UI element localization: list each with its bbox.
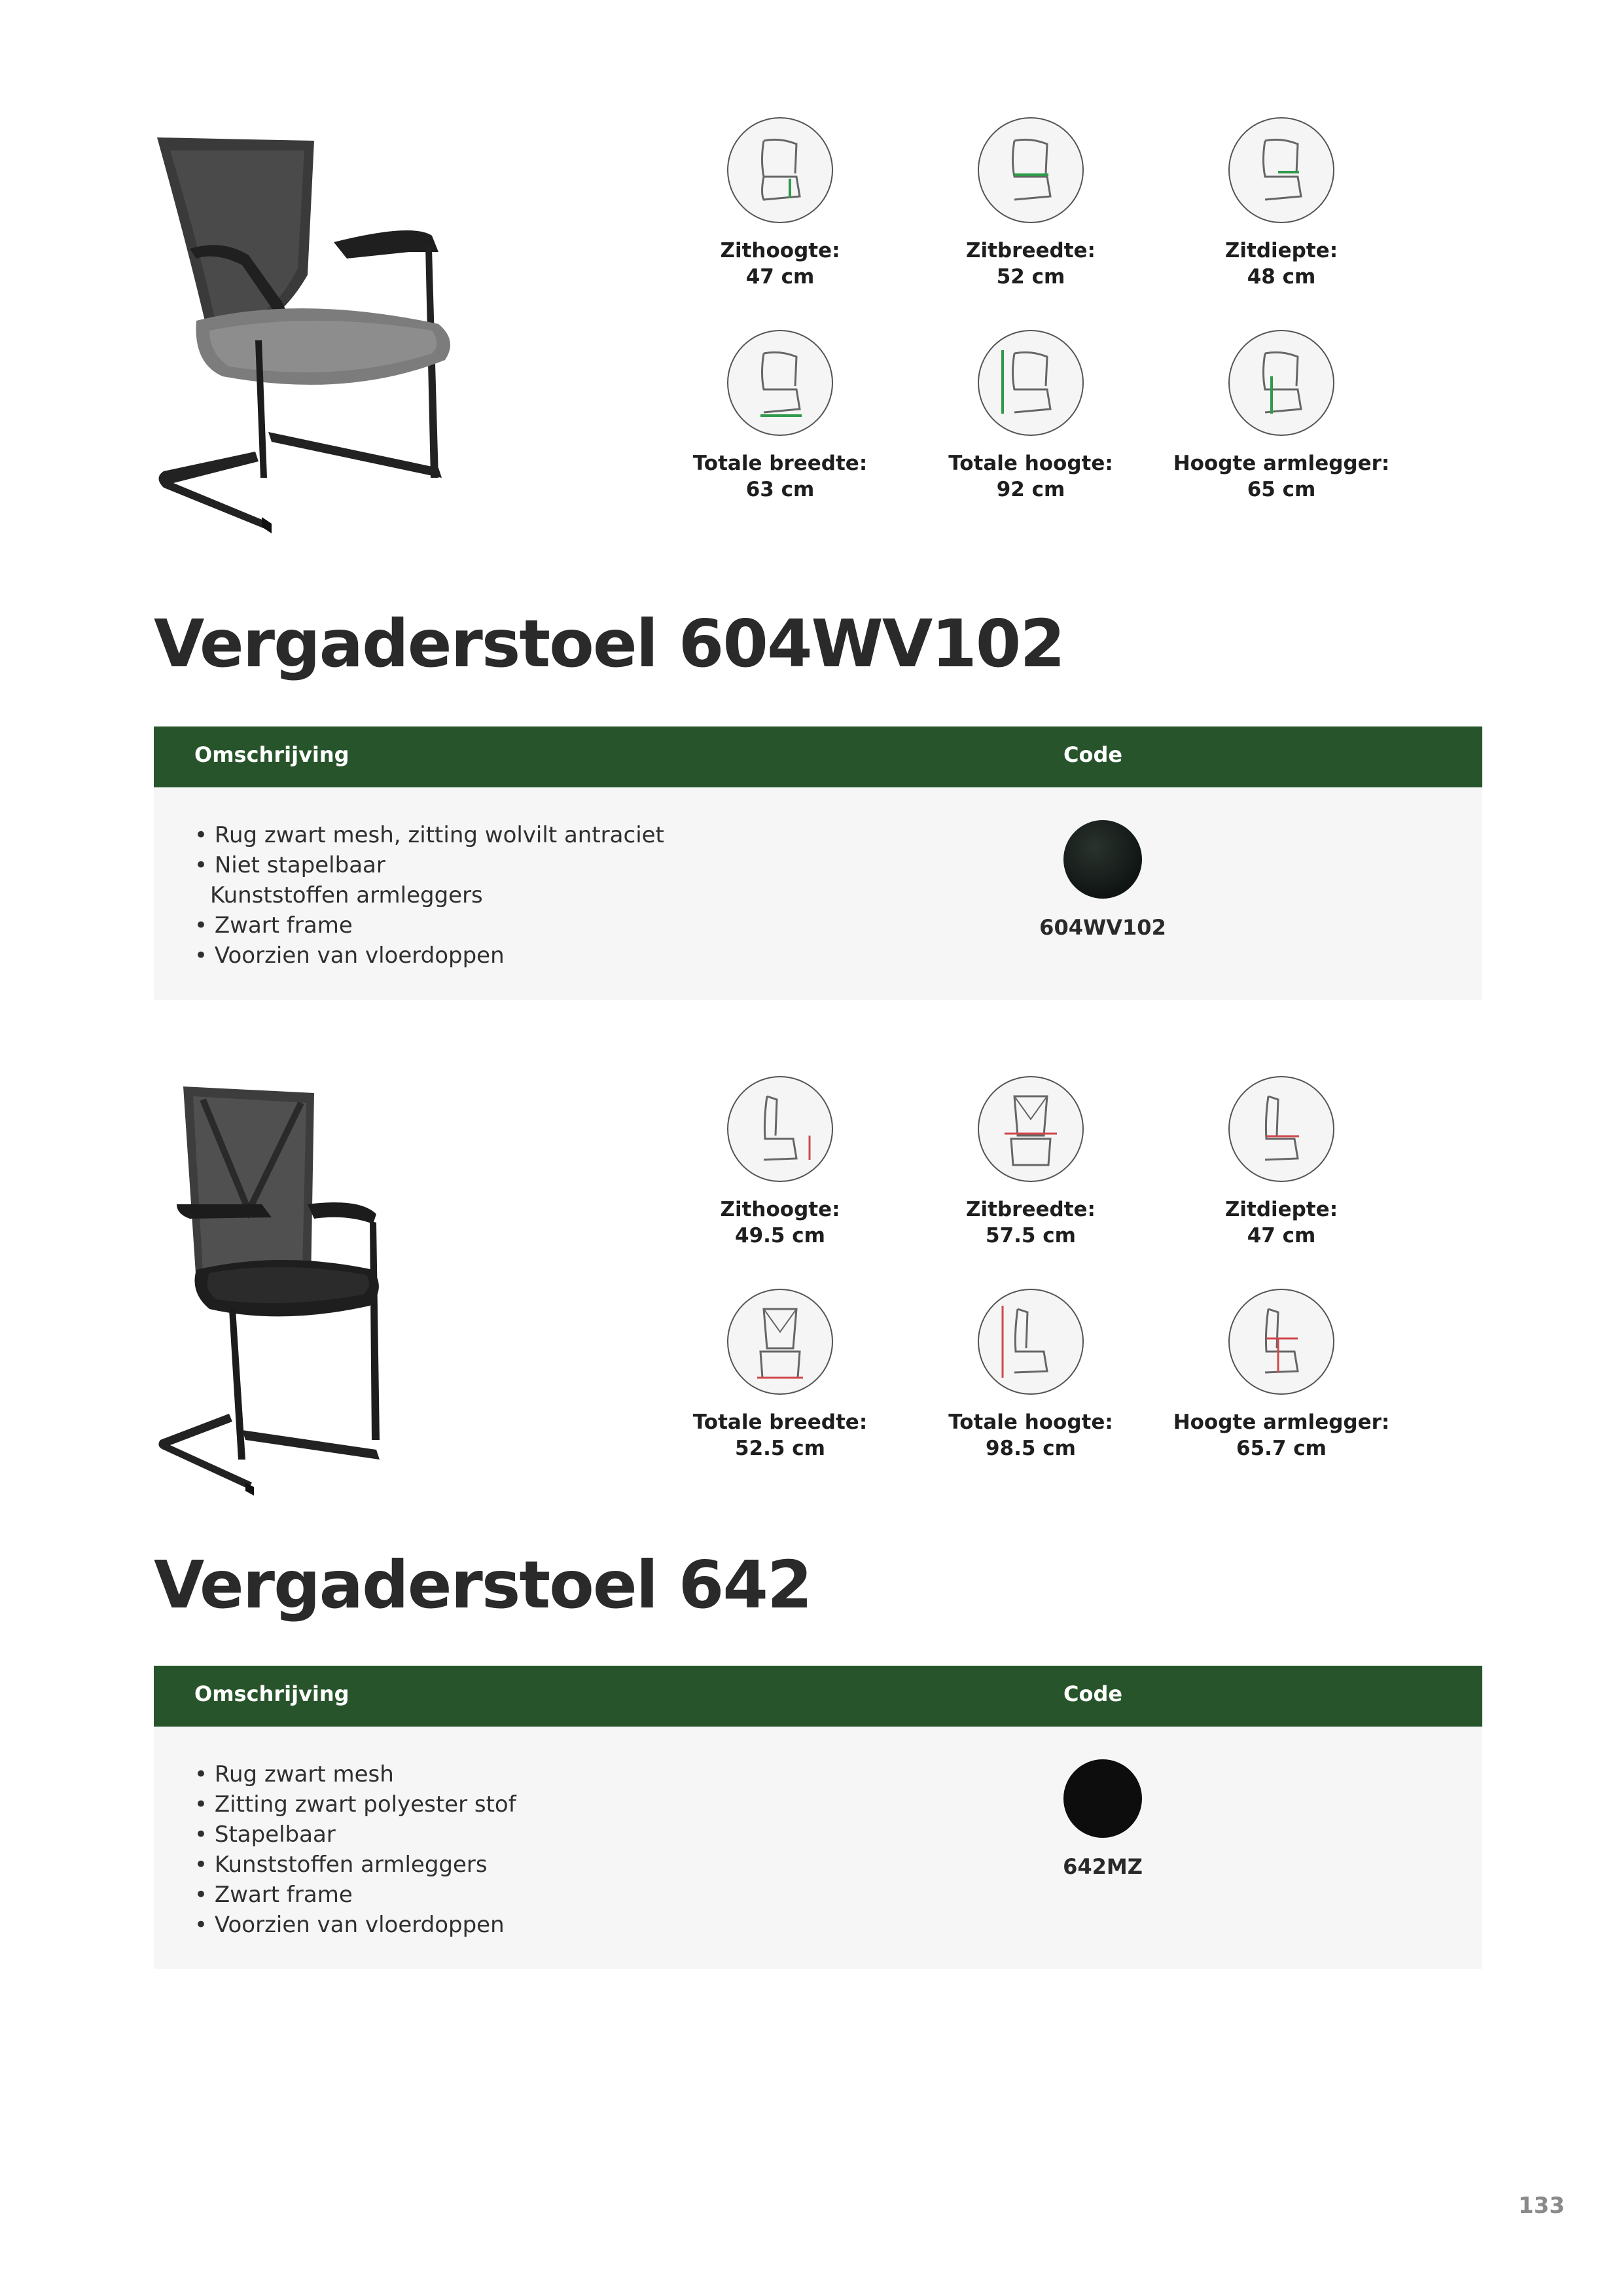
spec-label: Totale hoogte: [948, 1410, 1113, 1434]
spec-grid-1 [654, 115, 1407, 533]
spec-value: 63 cm [745, 478, 815, 501]
list-item: • Niet stapelbaar [194, 852, 385, 878]
spec-value: 47 cm [745, 265, 815, 289]
table-header [154, 1666, 1482, 1727]
spec-seat-depth [1156, 115, 1407, 317]
spec-label: Zithoogte: [720, 239, 840, 262]
header-description: Omschrijving [194, 1681, 349, 1706]
product-title: Vergaderstoel 604WV102 [154, 605, 1064, 682]
total-width-icon [724, 327, 836, 439]
list-item: • Voorzien van vloerdoppen [194, 1912, 505, 1938]
spec-label: Zitdiepte: [1224, 1198, 1338, 1221]
seat-height-icon [724, 1073, 836, 1185]
spec-total-width [654, 1286, 906, 1489]
spec-label: Totale breedte: [692, 1410, 868, 1434]
description-list [194, 820, 664, 971]
spec-total-height [905, 1286, 1156, 1489]
spec-label: Zitbreedte: [966, 1198, 1096, 1221]
spec-label: Hoogte armlegger: [1173, 1410, 1390, 1434]
seat-depth-icon [1226, 1073, 1337, 1185]
product-table [154, 1666, 1482, 1969]
product-code: 604WV102 [1039, 915, 1166, 940]
product-code: 642MZ [1063, 1854, 1143, 1879]
spec-seat-width [905, 115, 1156, 317]
spec-label: Totale breedte: [692, 452, 868, 475]
spec-label: Zithoogte: [720, 1198, 840, 1221]
color-swatch [1063, 820, 1142, 899]
spec-label: Zitdiepte: [1224, 239, 1338, 262]
page-number: 133 [1518, 2193, 1565, 2219]
spec-seat-height [654, 115, 906, 317]
chair-photo-black-seat [151, 1073, 478, 1532]
header-description: Omschrijving [194, 742, 349, 767]
seat-width-icon [975, 115, 1086, 226]
spec-total-width [654, 327, 906, 530]
list-item: • Stapelbaar [194, 1821, 336, 1848]
list-item: Kunststoffen armleggers [210, 882, 483, 908]
spec-value: 65.7 cm [1236, 1437, 1327, 1460]
spec-value: 65 cm [1247, 478, 1316, 501]
spec-value: 49.5 cm [735, 1224, 825, 1247]
spec-grid-2 [654, 1073, 1407, 1492]
spec-seat-height [654, 1073, 906, 1276]
total-height-icon [975, 327, 1086, 439]
total-width-icon [724, 1286, 836, 1397]
table-header [154, 726, 1482, 787]
spec-seat-width [905, 1073, 1156, 1276]
spec-value: 47 cm [1247, 1224, 1316, 1247]
chair-photo-grey-seat [151, 124, 478, 583]
armrest-height-icon [1226, 1286, 1337, 1397]
spec-seat-depth [1156, 1073, 1407, 1276]
header-code: Code [1063, 742, 1123, 767]
spec-value: 48 cm [1247, 265, 1316, 289]
description-list [194, 1759, 516, 1940]
spec-value: 92 cm [996, 478, 1065, 501]
table-body [154, 787, 1482, 1000]
table-body [154, 1727, 1482, 1969]
spec-armrest-height [1156, 327, 1407, 530]
spec-value: 57.5 cm [986, 1224, 1076, 1247]
spec-total-height [905, 327, 1156, 530]
color-swatch [1063, 1759, 1142, 1838]
list-item: • Zitting zwart polyester stof [194, 1791, 516, 1818]
product-table [154, 726, 1482, 1000]
list-item: • Kunststoffen armleggers [194, 1852, 488, 1878]
spec-value: 52.5 cm [735, 1437, 825, 1460]
spec-label: Totale hoogte: [948, 452, 1113, 475]
spec-value: 52 cm [996, 265, 1065, 289]
list-item: • Zwart frame [194, 1882, 353, 1908]
list-item: • Voorzien van vloerdoppen [194, 942, 505, 969]
seat-depth-icon [1226, 115, 1337, 226]
spec-label: Hoogte armlegger: [1173, 452, 1390, 475]
spec-value: 98.5 cm [986, 1437, 1076, 1460]
total-height-icon [975, 1286, 1086, 1397]
product-title: Vergaderstoel 642 [154, 1547, 812, 1623]
seat-width-icon [975, 1073, 1086, 1185]
armrest-height-icon [1226, 327, 1337, 439]
spec-armrest-height [1156, 1286, 1407, 1489]
seat-height-icon [724, 115, 836, 226]
list-item: • Zwart frame [194, 912, 353, 939]
list-item: • Rug zwart mesh, zitting wolvilt antraciet [194, 822, 664, 848]
list-item: • Rug zwart mesh [194, 1761, 394, 1787]
spec-label: Zitbreedte: [966, 239, 1096, 262]
header-code: Code [1063, 1681, 1123, 1706]
